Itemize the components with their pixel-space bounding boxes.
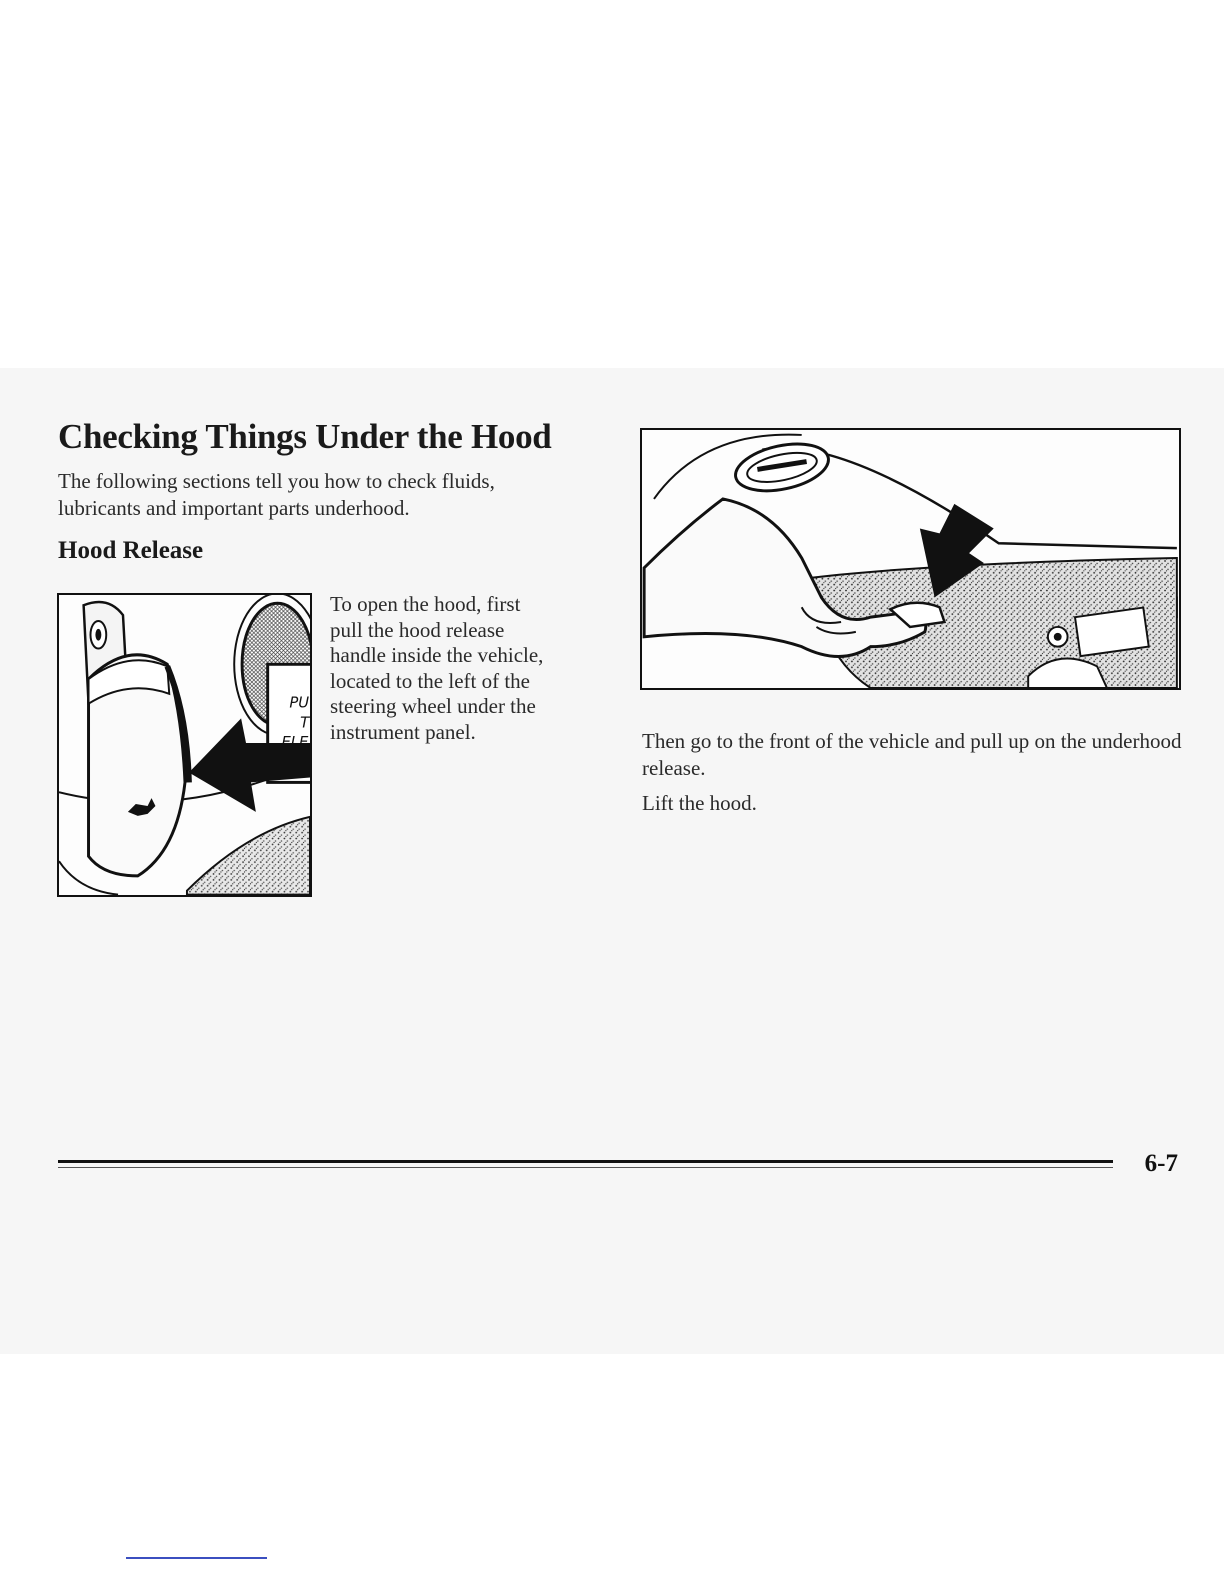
- underhood-release-drawing: [642, 430, 1179, 688]
- panel-label-2: T: [300, 714, 310, 732]
- footer-rule-thin: [58, 1167, 1113, 1168]
- page-number: 6-7: [1144, 1150, 1178, 1177]
- footer-rule-thick: [58, 1160, 1113, 1163]
- lift-hood-instruction: Lift the hood.: [642, 791, 757, 815]
- underhood-release-illustration: [640, 428, 1181, 690]
- hood-release-handle-drawing: [59, 595, 310, 895]
- footer-rule: [58, 1160, 1113, 1168]
- hood-release-handle-illustration: [57, 593, 312, 897]
- page-title: Checking Things Under the Hood: [58, 417, 552, 456]
- panel-label-1: PU: [289, 694, 310, 712]
- hood-release-instructions: To open the hood, first pull the hood release handle inside the vehicle, located to the left of the steering wheel under the instrument panel.: [330, 592, 544, 744]
- section-heading: Hood Release: [58, 537, 204, 564]
- underhood-release-instructions: Then go to the front of the vehicle and pull up on the underhood release.: [642, 729, 1182, 780]
- bottom-link-underline: [126, 1557, 267, 1559]
- panel-label-3: ELE: [281, 733, 309, 751]
- intro-paragraph: The following sections tell you how to check fluids, lubricants and important parts underhood.: [58, 469, 495, 520]
